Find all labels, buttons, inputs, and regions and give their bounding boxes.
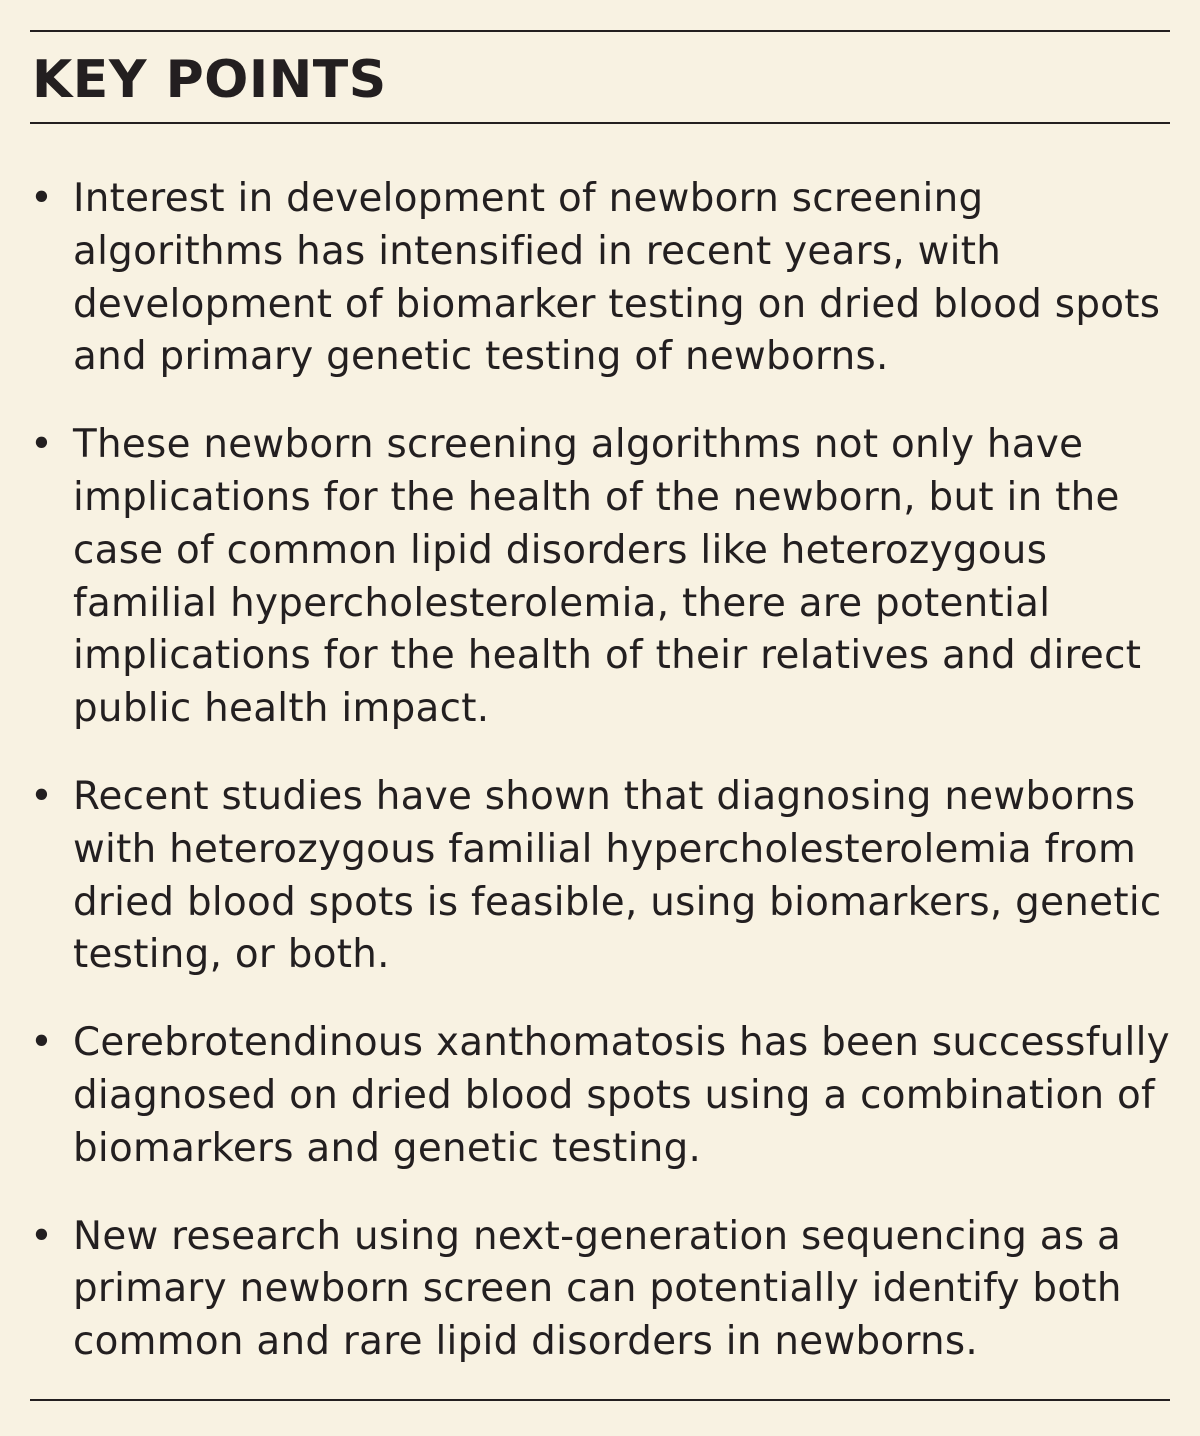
- key-point-4-line-3: biomarkers and genetic testing.: [73, 1125, 702, 1171]
- key-point-1: [30, 173, 1170, 384]
- key-point-2-line-2: implications for the health of the newborn, but in the: [73, 474, 1120, 520]
- key-point-1-line-4: and primary genetic testing of newborns.: [73, 334, 889, 380]
- bullet-icon: •: [30, 422, 54, 468]
- key-points-heading: KEY POINTS: [32, 50, 387, 110]
- key-point-3-line-3: dried blood spots is feasible, using biomarkers, genetic: [73, 879, 1162, 925]
- key-point-3-line-2: with heterozygous familial hypercholesterolemia from: [73, 826, 1137, 872]
- key-point-4-line-1: Cerebrotendinous xanthomatosis has been successfully: [73, 1020, 1170, 1066]
- key-point-3: [30, 771, 1170, 982]
- key-point-2-line-4: familial hypercholesterolemia, there are potential: [73, 580, 1051, 626]
- key-point-2-line-6: public health impact.: [73, 686, 490, 732]
- bullet-icon: •: [30, 176, 54, 221]
- key-point-1-line-3: development of biomarker testing on dried blood spots: [73, 281, 1161, 327]
- key-point-1-line-2: algorithms has intensified in recent years, with: [73, 228, 1002, 274]
- key-point-4: [30, 1017, 1170, 1175]
- key-point-2: [30, 419, 1170, 736]
- key-point-2-line-3: case of common lipid disorders like heterozygous: [73, 527, 1048, 573]
- bullet-icon: •: [30, 773, 54, 819]
- key-points-list: [30, 173, 1170, 1404]
- top-rule: [30, 30, 1170, 32]
- bottom-rule: [30, 1399, 1170, 1401]
- key-point-5-line-1: New research using next-generation sequencing as a: [73, 1213, 1122, 1259]
- key-point-3-line-1: Recent studies have shown that diagnosing newborns: [73, 773, 1136, 819]
- key-point-3-line-4: testing, or both.: [73, 932, 390, 978]
- key-point-2-line-1: These newborn screening algorithms not only have: [73, 422, 1084, 468]
- heading-rule: [30, 122, 1170, 124]
- key-point-5: [30, 1211, 1170, 1369]
- key-point-1-line-1: Interest in development of newborn screening: [73, 176, 984, 221]
- key-point-2-line-5: implications for the health of their relatives and direct: [73, 633, 1142, 679]
- key-point-5-line-3: common and rare lipid disorders in newborns.: [73, 1319, 979, 1365]
- bullet-icon: •: [30, 1020, 54, 1066]
- key-point-5-line-2: primary newborn screen can potentially identify both: [73, 1266, 1122, 1312]
- bullet-icon: •: [30, 1213, 54, 1259]
- key-point-4-line-2: diagnosed on dried blood spots using a combination of: [73, 1072, 1155, 1118]
